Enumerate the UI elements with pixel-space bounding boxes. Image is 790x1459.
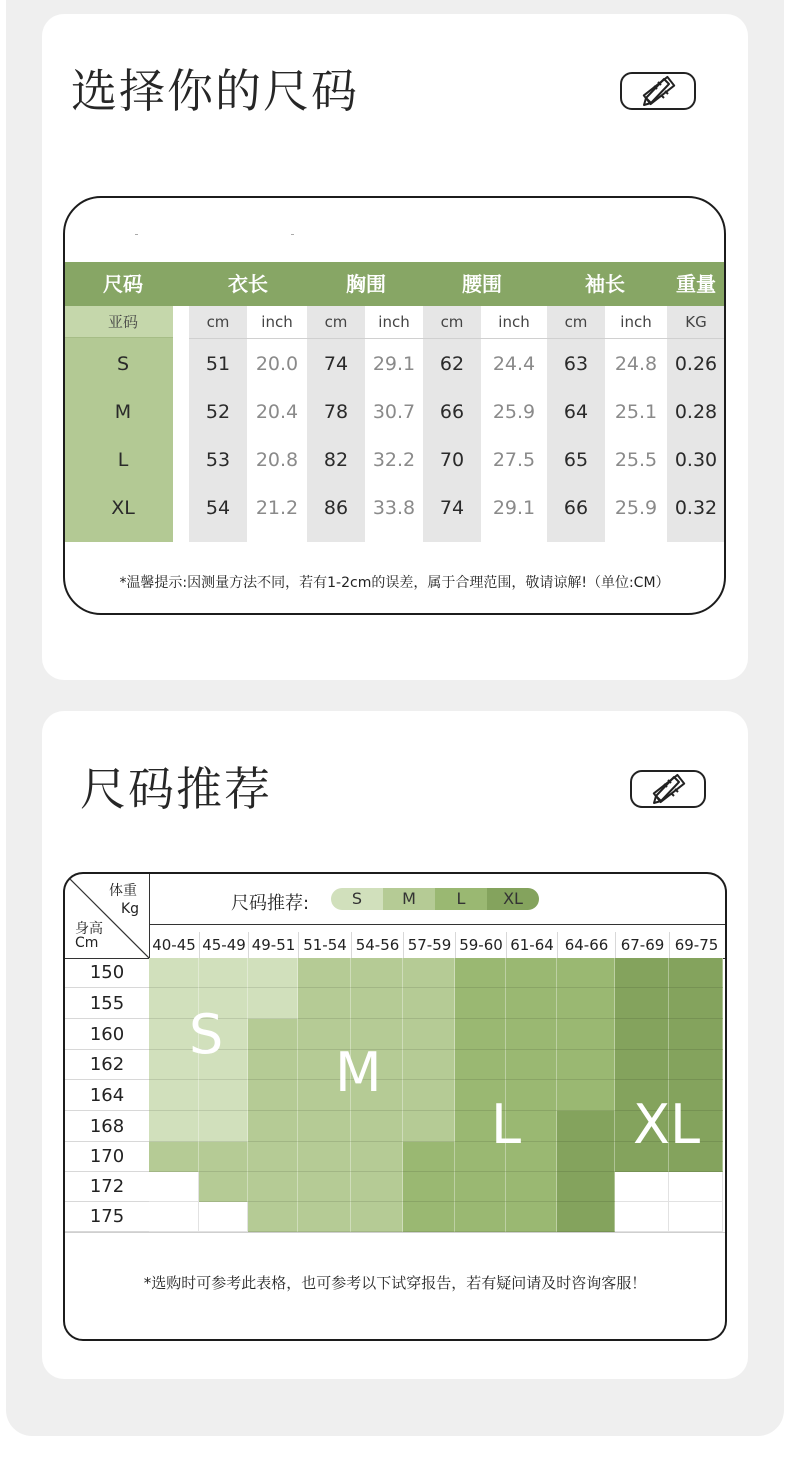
table-cell: 20.4 — [255, 401, 299, 423]
grid-cell — [455, 988, 506, 1019]
ruler-badge — [620, 72, 696, 110]
legend-xl: XL — [487, 888, 539, 910]
unit-label: inch — [498, 313, 530, 331]
grid-cell — [557, 1142, 615, 1172]
table-cell: 32.2 — [372, 449, 416, 471]
height-label: 175 — [65, 1202, 149, 1232]
table-cell: 27.5 — [492, 449, 536, 471]
grid-cell — [455, 1172, 506, 1202]
grid-cell — [351, 1111, 403, 1142]
grid-cell — [403, 1172, 455, 1202]
grid-cell — [149, 1172, 199, 1202]
header-waist: 腰围 — [462, 272, 502, 296]
header-size: 尺码 — [103, 272, 143, 296]
grid-cell — [248, 1172, 298, 1202]
table-cell: 29.1 — [372, 353, 416, 375]
header-chest: 胸围 — [346, 272, 386, 296]
grid-cell — [248, 958, 298, 988]
header-weight: 重量 — [676, 272, 716, 296]
table-cell: 25.5 — [614, 449, 658, 471]
table-cell: 0.26 — [674, 353, 718, 375]
grid-cell — [557, 1111, 615, 1142]
height-label: 168 — [65, 1111, 149, 1142]
weight-label: 40-45 — [152, 936, 196, 954]
weight-label: 64-66 — [557, 932, 615, 958]
table-cell: 0.30 — [674, 449, 718, 471]
unit-label: inch — [378, 313, 410, 331]
table-cell: 53 — [205, 449, 231, 471]
table-cell: 20.0 — [255, 353, 299, 375]
grid-cell — [199, 1080, 248, 1111]
grid-cell — [199, 1172, 248, 1202]
grid-cell — [455, 958, 506, 988]
grid-cell — [615, 988, 669, 1019]
grid-cell — [149, 1202, 199, 1232]
weight-label: 67-69 — [615, 932, 669, 958]
table-cell: 64 — [563, 401, 589, 423]
grid-cell — [669, 958, 723, 988]
table-cell: 25.9 — [492, 401, 536, 423]
grid-cell — [149, 1080, 199, 1111]
grid-cell — [351, 958, 403, 988]
table-cell: 66 — [563, 497, 589, 519]
grid-cell — [298, 1172, 351, 1202]
table-cell: 0.28 — [674, 401, 718, 423]
table-cell: 62 — [439, 353, 465, 375]
size-chart-title: 选择你的尺码 — [71, 64, 359, 118]
grid-cell — [506, 1172, 557, 1202]
grid-cell — [248, 1111, 298, 1142]
grid-cell — [199, 1111, 248, 1142]
grid-cell — [248, 1019, 298, 1050]
legend-label: 尺码推荐: — [231, 893, 310, 914]
grid-bottom-line — [65, 1232, 725, 1233]
grid-cell — [455, 1202, 506, 1232]
header-divider — [149, 924, 727, 925]
grid-cell — [557, 958, 615, 988]
weight-label: 69-75 — [669, 932, 723, 958]
grid-cell — [557, 1202, 615, 1232]
height-label: 150 — [65, 958, 149, 988]
weight-label: 49-51 — [248, 932, 298, 958]
unit-label: inch — [261, 313, 293, 331]
height-label: 155 — [65, 988, 149, 1019]
grid-cell — [557, 1019, 615, 1050]
grid-cell — [557, 988, 615, 1019]
table-cell: 0.32 — [674, 497, 718, 519]
ruler-pencil-icon — [637, 74, 679, 108]
grid-cell — [351, 1142, 403, 1172]
table-cell: 70 — [439, 449, 465, 471]
grid-cell — [351, 988, 403, 1019]
table-cell: 20.8 — [255, 449, 299, 471]
ruler-pencil-icon — [647, 772, 689, 806]
grid-cell — [351, 1202, 403, 1232]
grid-cell — [615, 1172, 669, 1202]
table-cell: 21.2 — [255, 497, 299, 519]
zone-label-xl: XL — [633, 1093, 701, 1156]
table-cell: 54 — [205, 497, 231, 519]
table-cell: 51 — [205, 353, 231, 375]
grid-cell — [557, 1080, 615, 1111]
unit-label: KG — [685, 313, 707, 331]
grid-cell — [506, 988, 557, 1019]
size-label: S — [116, 353, 130, 375]
unit-label: cm — [440, 313, 464, 331]
height-label: 162 — [65, 1050, 149, 1080]
size-recommend-note: *选购时可参考此表格，也可参考以下试穿报告，若有疑问请及时咨询客服！ — [143, 1274, 647, 1292]
weight-label: 61-64 — [506, 932, 557, 958]
table-cell: 52 — [205, 401, 231, 423]
subheader-line — [189, 338, 725, 339]
grid-cell — [455, 1019, 506, 1050]
header-sleeve: 袖长 — [585, 272, 625, 296]
weight-label: 54-56 — [351, 932, 403, 958]
table-cell: 82 — [323, 449, 349, 471]
grid-cell — [403, 988, 455, 1019]
table-cell: 74 — [439, 497, 465, 519]
weight-label: 51-54 — [298, 932, 351, 958]
table-cell: 29.1 — [492, 497, 536, 519]
size-table-note: *温馨提示:因测量方法不同，若有1-2cm的误差，属于合理范围，敬请谅解!（单位:CM） — [119, 575, 670, 591]
grid-cell — [506, 1019, 557, 1050]
weight-label: 57-59 — [403, 932, 455, 958]
height-label: 164 — [65, 1080, 149, 1111]
grid-cell — [403, 1202, 455, 1232]
zone-label-s: S — [189, 1003, 224, 1066]
grid-cell — [403, 1142, 455, 1172]
grid-cell — [615, 1050, 669, 1080]
weight-label: 45-49 — [199, 932, 248, 958]
grid-cell — [298, 958, 351, 988]
corner-weight: 体重 — [109, 883, 137, 899]
grid-cell — [403, 958, 455, 988]
unit-label: cm — [324, 313, 348, 331]
dot-mark — [135, 234, 138, 235]
dot-mark — [291, 234, 294, 235]
grid-cell — [669, 1050, 723, 1080]
grid-cell — [669, 1172, 723, 1202]
grid-cell — [248, 1080, 298, 1111]
grid-cell — [199, 958, 248, 988]
legend-pill — [331, 888, 539, 910]
grid-cell — [557, 1172, 615, 1202]
legend-l: L — [435, 888, 487, 910]
grid-cell — [248, 988, 298, 1019]
grid-cell — [455, 1050, 506, 1080]
grid-cell — [298, 1111, 351, 1142]
grid-cell — [298, 988, 351, 1019]
grid-cell — [149, 1142, 199, 1172]
grid-cell — [248, 1050, 298, 1080]
zone-label-m: M — [335, 1041, 382, 1104]
size-label: L — [117, 449, 129, 471]
height-label: 170 — [65, 1142, 149, 1172]
size-recommend-title: 尺码推荐 — [80, 762, 272, 816]
table-cell: 25.9 — [614, 497, 658, 519]
size-label: M — [114, 401, 132, 423]
size-table-header — [65, 262, 724, 306]
zone-label-l: L — [491, 1093, 522, 1156]
grid-cell — [248, 1202, 298, 1232]
legend-s: S — [331, 888, 383, 910]
grid-cell — [669, 988, 723, 1019]
grid-cell — [351, 1172, 403, 1202]
corner-height-unit: Cm — [75, 935, 99, 951]
size-subheader: 亚码 — [107, 313, 138, 331]
size-table-frame — [63, 196, 726, 615]
grid-cell — [199, 1142, 248, 1172]
weight-label: 59-60 — [455, 932, 506, 958]
legend-m: M — [383, 888, 435, 910]
grid-cell — [298, 1142, 351, 1172]
size-recommend-frame — [63, 872, 727, 1341]
grid-cell — [506, 1202, 557, 1232]
height-label: 172 — [65, 1172, 149, 1202]
grid-cell — [557, 1050, 615, 1080]
grid-cell — [669, 1019, 723, 1050]
table-cell: 74 — [323, 353, 349, 375]
table-cell: 78 — [323, 401, 349, 423]
table-cell: 24.8 — [614, 353, 658, 375]
unit-label: inch — [620, 313, 652, 331]
grid-cell — [669, 1202, 723, 1232]
table-cell: 25.1 — [614, 401, 658, 423]
grid-cell — [506, 958, 557, 988]
grid-cell — [506, 1050, 557, 1080]
grid-cell — [298, 1202, 351, 1232]
grid-cell — [615, 958, 669, 988]
table-cell: 65 — [563, 449, 589, 471]
grid-cell — [403, 1050, 455, 1080]
table-cell: 63 — [563, 353, 589, 375]
table-cell: 30.7 — [372, 401, 416, 423]
size-label: XL — [111, 497, 135, 519]
corner-weight-unit: Kg — [121, 901, 140, 917]
header-length: 衣长 — [228, 272, 268, 296]
grid-cell — [615, 1202, 669, 1232]
unit-label: cm — [564, 313, 588, 331]
table-cell: 66 — [439, 401, 465, 423]
grid-cell — [403, 1019, 455, 1050]
corner-height: 身高 — [75, 921, 103, 937]
grid-cell — [149, 958, 199, 988]
ruler-badge — [630, 770, 706, 808]
table-cell: 86 — [323, 497, 349, 519]
grid-cell — [615, 1019, 669, 1050]
unit-label: cm — [206, 313, 230, 331]
table-cell: 33.8 — [372, 497, 416, 519]
grid-cell — [199, 1202, 248, 1232]
grid-cell — [403, 1080, 455, 1111]
grid-cell — [403, 1111, 455, 1142]
grid-cell — [248, 1142, 298, 1172]
height-label: 160 — [65, 1019, 149, 1050]
table-cell: 24.4 — [492, 353, 536, 375]
grid-cell — [149, 1111, 199, 1142]
